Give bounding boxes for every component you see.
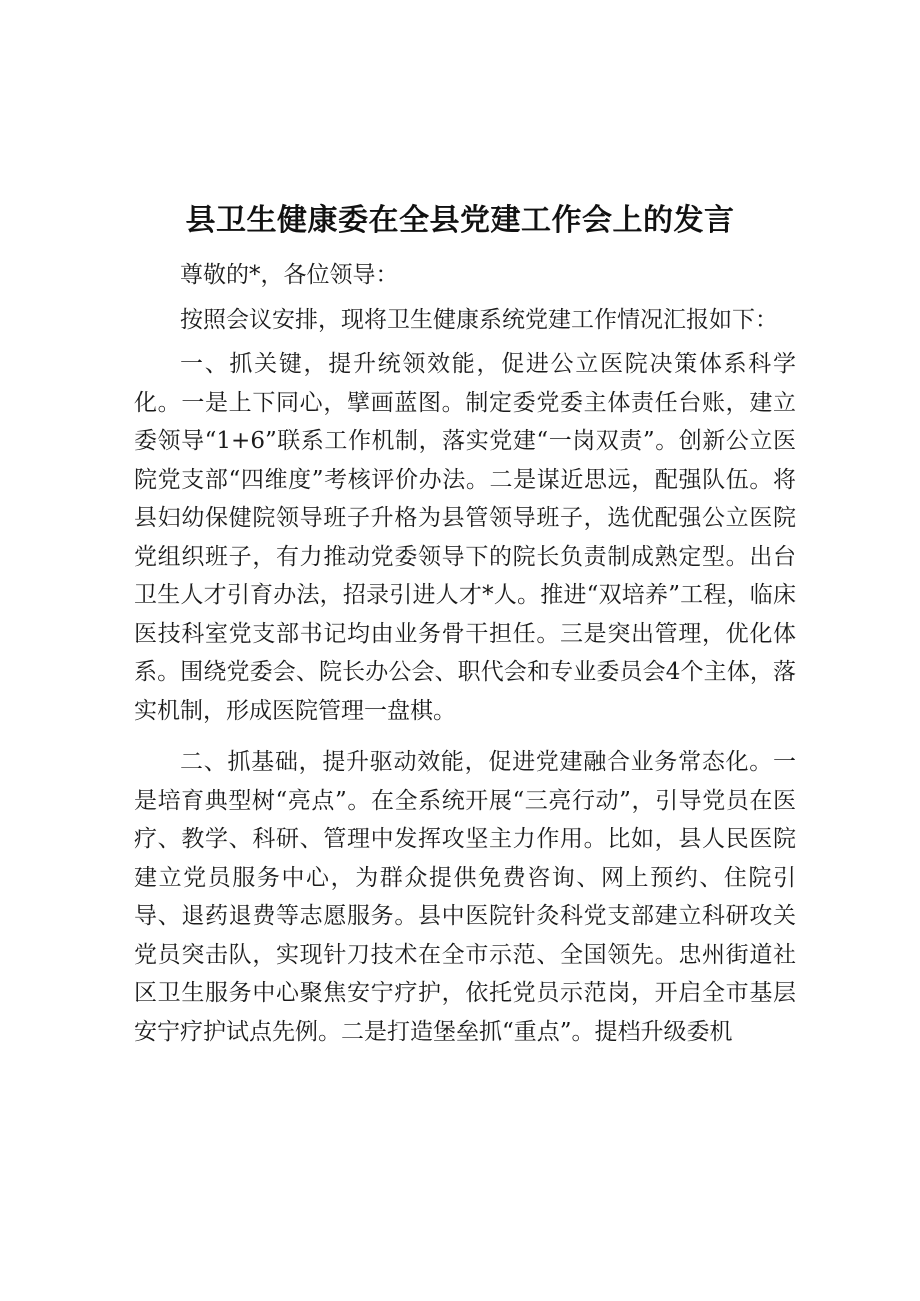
document-title: 县卫生健康委在全县党建工作会上的发言 — [185, 203, 735, 238]
paragraph-section-2: 二、抓基础，提升驱动效能，促进党建融合业务常态化。一是培育典型树“亮点”。在全系统开展“三亮行动”，引导党员在医疗、教学、科研、管理中发挥攻坚主力作用。比如，县人民医院建立党员服务中心，为群众提供免费咨询、网上预约、住院引导、退药退费等志愿服务。县中医院针灸科党支部建立科研攻关党员突击队，实现针刀技术在全市示范、全国领先。忠州街道社区卫生服务中心聚焦安宁疗护，依托党员示范岗，开启全市基层安宁疗护试点先例。二是打造堡垒抓“重点”。提档升级委机 — [134, 749, 796, 1045]
paragraph-intro: 按照会议安排，现将卫生健康系统党建工作情况汇报如下： — [180, 306, 778, 333]
paragraph-section-1: 一、抓关键，提升统领效能，促进公立医院决策体系科学化。一是上下同心，擘画蓝图。制定委党委主体责任台账，建立委领导“1+6”联系工作机制，落实党建“一岗双责”。创新公立医院党支部“四维度”考核评价办法。二是谋近思远，配强队伍。将县妇幼保健院领导班子升格为县管领导班子，选优配强公立医院党组织班子，有力推动党委领导下的院长负责制成熟定型。出台卫生人才引育办法，招录引进人才*人。推进“双培养”工程，临床医技科室党支部书记均由业务骨干担任。三是突出管理，优化体系。围绕党委会、院长办公会、职代会和专业委员会4个主体，落实机制，形成医院管理一盘棋。 — [134, 351, 796, 724]
document-body — [134, 256, 796, 1051]
salutation: 尊敬的*，各位领导： — [180, 262, 399, 288]
